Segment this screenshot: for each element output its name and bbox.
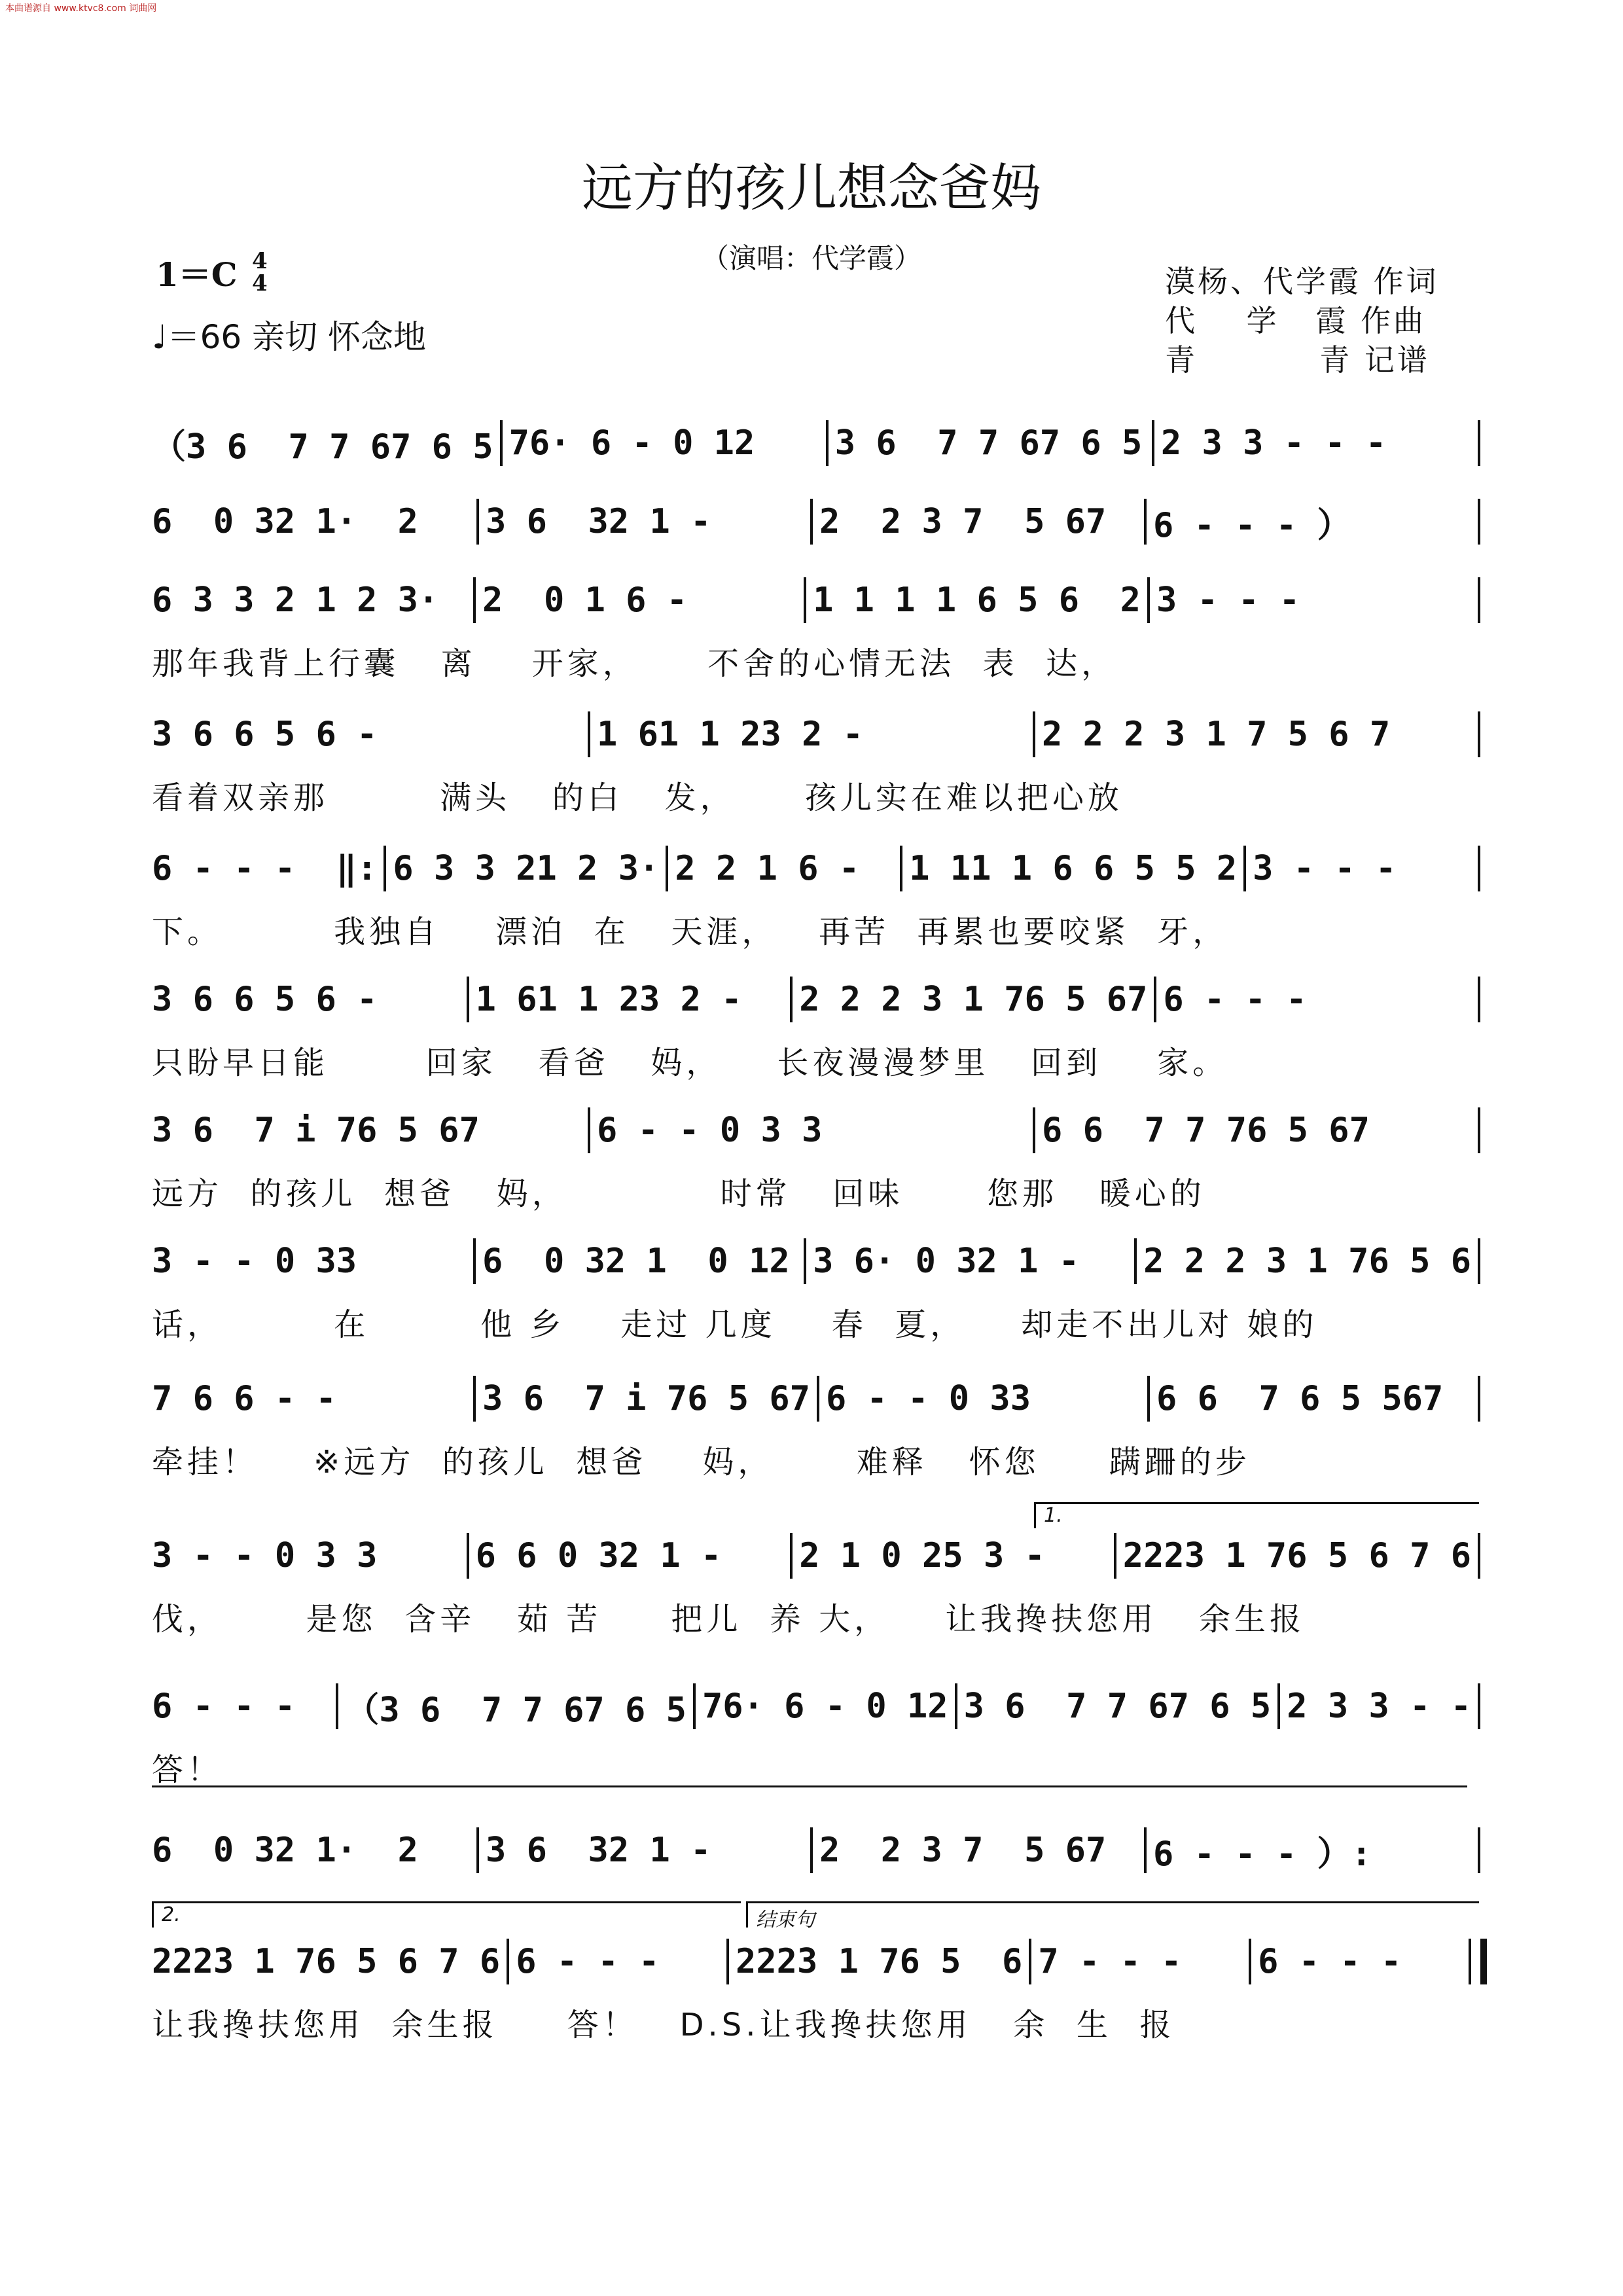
barline xyxy=(1478,711,1480,757)
measure: 2223 1 76 5 6 7 6 xyxy=(1122,1536,1471,1575)
barline xyxy=(383,846,386,891)
measure: 3 - - 0 3 3 xyxy=(152,1536,378,1575)
time-signature xyxy=(252,250,268,295)
song-title: 远方的孩儿想念爸妈 xyxy=(581,159,1041,218)
barline xyxy=(588,1107,590,1153)
measure: 6 3 3 21 2 3· xyxy=(393,849,660,888)
barline xyxy=(1478,1376,1480,1422)
lyricist-credit: 漠杨、代学霞 作词 xyxy=(1165,264,1439,299)
notation-row xyxy=(152,1826,1487,1874)
notation-row xyxy=(152,710,1487,759)
barline xyxy=(693,1683,696,1729)
measure: 6 3 3 2 1 2 3· xyxy=(152,581,439,620)
measure: 6 - - - ）: xyxy=(1153,1834,1372,1874)
measure: 2223 1 76 5 6 7 6 xyxy=(152,1942,501,1981)
lyrics-row: 下。 我独自 漂泊 在 天涯， 再苦 再累也要咬紧 牙， xyxy=(152,914,1228,950)
barline xyxy=(467,1533,469,1579)
measure: 3 6 7 7 67 6 5 xyxy=(963,1687,1272,1726)
barline xyxy=(1478,1533,1480,1579)
barline xyxy=(826,420,829,466)
measure: 6 6 0 32 1 - xyxy=(475,1536,722,1575)
measure: 6 - - - xyxy=(1163,980,1307,1019)
notation-row xyxy=(152,1374,1487,1423)
barline xyxy=(1478,977,1480,1022)
lyrics-row: 看着双亲那 满头 的白 发， 孩儿实在难以把心放 xyxy=(152,780,1123,816)
measure: 6 6 7 6 5 567 xyxy=(1156,1379,1444,1418)
barline xyxy=(1478,499,1480,545)
notation-row xyxy=(152,497,1487,546)
measure: 3 - - 0 33 xyxy=(152,1242,357,1281)
notation-row xyxy=(152,1237,1487,1285)
barline xyxy=(1114,1533,1116,1579)
barline xyxy=(804,577,806,623)
measure: 2223 1 76 5 6 xyxy=(736,1942,1023,1981)
barline xyxy=(1029,1939,1031,1984)
measure: 3 6 7 i 76 5 67 xyxy=(482,1379,810,1418)
measure: 7 6 6 - - xyxy=(152,1379,336,1418)
measure: 6 6 7 7 76 5 67 xyxy=(1042,1111,1370,1150)
barline xyxy=(1144,499,1147,545)
notation-row xyxy=(152,844,1487,893)
measure: 3 6· 0 32 1 - xyxy=(813,1242,1080,1281)
lyrics-row: 远方 的孩儿 想爸 妈， 时常 回味 您那 暖心的 xyxy=(152,1175,1205,1212)
barline xyxy=(1478,846,1480,891)
barline xyxy=(588,711,590,757)
header-watermark: 本曲谱源自 www.ktvc8.com 词曲网 xyxy=(5,3,157,14)
barline xyxy=(476,1827,479,1873)
barline xyxy=(790,1533,793,1579)
measure: 1 11 1 6 6 5 5 2 xyxy=(909,849,1238,888)
measure: 1 1 1 1 6 5 6 2 xyxy=(813,581,1141,620)
barline xyxy=(1478,1827,1480,1873)
measure: 6 - - 0 3 3 xyxy=(597,1111,823,1150)
measure: 76· 6 - 0 12 xyxy=(702,1687,948,1726)
barline xyxy=(817,1376,819,1422)
barline xyxy=(1478,1107,1480,1153)
measure: 6 0 32 1· 2 xyxy=(152,1831,418,1870)
barline xyxy=(1478,420,1480,466)
key-signature: 1＝C xyxy=(156,255,238,294)
barline xyxy=(810,499,813,545)
composer-credit: 代 学 霞 作曲 xyxy=(1165,303,1426,338)
barline xyxy=(473,1238,476,1284)
time-sig-bottom: 4 xyxy=(252,270,268,296)
barline xyxy=(1478,1238,1480,1284)
measure: 3 6 7 i 76 5 67 xyxy=(152,1111,480,1150)
barline xyxy=(1154,977,1156,1022)
measure: （3 6 7 7 67 6 5 xyxy=(345,1690,687,1730)
measure: 7 - - - xyxy=(1038,1942,1182,1981)
barline xyxy=(1134,1238,1137,1284)
measure: 2 2 3 7 5 67 xyxy=(819,502,1107,541)
lyrics-row: 话， 在 他 乡 走过 几度 春 夏， 却走不出儿对 娘的 xyxy=(152,1306,1318,1343)
barline xyxy=(1243,846,1246,891)
notation-row xyxy=(152,1532,1487,1580)
singer-credit: （演唱：代学霞） xyxy=(701,242,921,274)
notation-row xyxy=(152,419,1487,467)
lyrics-row: 让我搀扶您用 余生报 答！ D.S.让我搀扶您用 余 生 报 xyxy=(152,2007,1175,2043)
barline xyxy=(790,977,793,1022)
barline xyxy=(467,977,469,1022)
barline xyxy=(476,499,479,545)
measure: 2 2 2 3 1 76 5 6 xyxy=(1143,1242,1471,1281)
barline xyxy=(507,1939,509,1984)
lyrics-row: 答！ xyxy=(152,1751,223,1788)
notation-row xyxy=(152,975,1487,1024)
barline xyxy=(955,1683,957,1729)
measure: 2 0 1 6 - xyxy=(482,581,688,620)
measure: 6 - - - xyxy=(1258,1942,1402,1981)
barline xyxy=(726,1939,729,1984)
measure: 2 3 3 - - xyxy=(1287,1687,1471,1726)
barline xyxy=(1478,577,1480,623)
barline xyxy=(900,846,902,891)
barline xyxy=(1249,1939,1251,1984)
measure: 6 - - - xyxy=(516,1942,660,1981)
tempo-marking: ♩＝66 亲切 怀念地 xyxy=(152,318,426,356)
barline xyxy=(1469,1939,1487,1984)
barline xyxy=(810,1827,813,1873)
time-sig-top: 4 xyxy=(252,248,268,274)
measure: 3 - - - xyxy=(1156,581,1300,620)
measure: 3 6 32 1 - xyxy=(486,502,711,541)
barline xyxy=(336,1683,338,1729)
barline xyxy=(1144,1827,1147,1873)
measure: （3 6 7 7 67 6 5 xyxy=(152,427,493,467)
notation-row xyxy=(152,1682,1487,1731)
measure: 76· 6 - 0 12 xyxy=(508,423,755,463)
barline xyxy=(1147,577,1150,623)
measure: 2 2 2 3 1 7 5 6 7 xyxy=(1042,715,1391,754)
volta-2: 2. xyxy=(152,1901,741,1928)
barline xyxy=(1147,1376,1150,1422)
measure: 6 0 32 1· 2 xyxy=(152,502,418,541)
measure: 1 61 1 23 2 - xyxy=(475,980,742,1019)
measure: 6 - - - xyxy=(152,1687,296,1726)
barline xyxy=(1277,1683,1280,1729)
measure: 6 - - - ） xyxy=(1153,505,1351,545)
measure: 3 6 6 5 6 - xyxy=(152,715,378,754)
ending-label: 结束句 xyxy=(746,1901,1479,1928)
staff-separator xyxy=(152,1785,1467,1787)
measure: 1 61 1 23 2 - xyxy=(597,715,863,754)
lyrics-row: 只盼早日能 回家 看爸 妈， 长夜漫漫梦里 回到 家。 xyxy=(152,1045,1228,1081)
measure: 6 0 32 1 0 12 xyxy=(482,1242,790,1281)
volta-1: 1. xyxy=(1034,1502,1479,1528)
transcriber-credit: 青 青 记谱 xyxy=(1165,342,1430,378)
measure: 2 1 0 25 3 - xyxy=(799,1536,1045,1575)
credits xyxy=(1165,262,1439,380)
measure: 2 2 1 6 - xyxy=(675,849,860,888)
barline xyxy=(1033,1107,1035,1153)
measure: 3 6 6 5 6 - xyxy=(152,980,378,1019)
measure: 3 - - - xyxy=(1253,849,1397,888)
measure: 3 6 32 1 - xyxy=(486,1831,711,1870)
notation-row xyxy=(152,1106,1487,1155)
barline xyxy=(666,846,668,891)
measure: 6 - - - ‖: xyxy=(152,849,378,888)
notation-row xyxy=(152,1937,1487,1986)
measure: 3 6 7 7 67 6 5 xyxy=(834,423,1143,463)
measure: 2 3 3 - - - xyxy=(1160,423,1387,463)
measure: 2 2 2 3 1 76 5 67 xyxy=(799,980,1148,1019)
barline xyxy=(473,1376,476,1422)
lyrics-row: 那年我背上行囊 离 开家， 不舍的心情无法 表 达， xyxy=(152,645,1117,682)
barline xyxy=(1478,1683,1480,1729)
barline xyxy=(473,577,476,623)
barline xyxy=(500,420,503,466)
barline xyxy=(804,1238,806,1284)
measure: 2 2 3 7 5 67 xyxy=(819,1831,1107,1870)
lyrics-row: 牵挂！ ※远方 的孩儿 想爸 妈， 难释 怀您 蹒跚的步 xyxy=(152,1444,1251,1480)
measure: 6 - - 0 33 xyxy=(825,1379,1031,1418)
barline xyxy=(1033,711,1035,757)
notation-row xyxy=(152,576,1487,624)
barline xyxy=(1152,420,1154,466)
lyrics-row: 伐， 是您 含辛 茹 苦 把儿 养 大， 让我搀扶您用 余生报 xyxy=(152,1601,1305,1638)
